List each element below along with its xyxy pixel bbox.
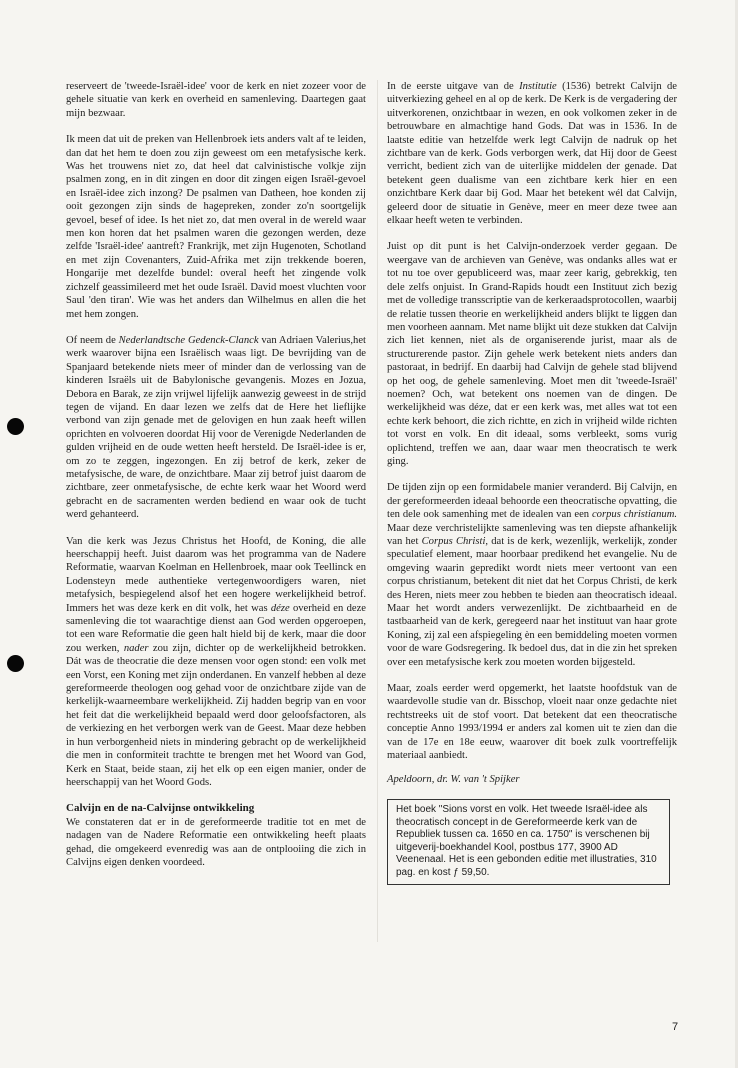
binder-punch-hole bbox=[7, 655, 24, 672]
book-info-box: Het boek "Sions vorst en volk. Het tweede Israël-idee als theocratisch concept in de Gereformeerde kerk van de Republiek tussen ca. 1650 en ca. 1750" is verschenen bij uitgeverij-boekhandel Kool, postbus 177, 3900 AD Veenenaal. Het is een gebonden editie met illustraties, 310 pag. en kost ƒ 59,50. bbox=[387, 799, 670, 886]
paragraph: Maar, zoals eerder werd opgemerkt, het laatste hoofdstuk van de waardevolle studie van dr. Bisschop, vloeit naar onze gedachte niet rechtstreeks uit de stof voort. Dat betekent dat een theocratische conceptie Anno 1993/1994 er anders zal komen uit te zien dan die van de 17e en 18e eeuw, waarover dit boek zulk voortreffelijk materiaal aanbiedt. bbox=[387, 683, 677, 762]
latin-term: corpus christianum. bbox=[591, 509, 677, 521]
text-span: In de eerste uitgave van de bbox=[387, 81, 520, 92]
paragraph bbox=[66, 334, 366, 522]
emphasis: nader bbox=[123, 642, 149, 654]
paragraph: We constateren dat er in de gereformeerde traditie tot en met de nadagen van de Nadere Reformatie een ontwikkeling heeft plaats gehad, die omgekeerd evenredig was aan de ontplooiing die zich in Calvijns eigen denken voordeed. bbox=[66, 816, 366, 868]
book-title: Nederlandtsche Gedenck-Clanck bbox=[118, 334, 259, 346]
author-signature: Apeldoorn, dr. W. van 't Spijker bbox=[387, 773, 520, 785]
paragraph bbox=[387, 481, 677, 669]
latin-term: Corpus Christi bbox=[421, 536, 486, 547]
paragraph bbox=[387, 80, 677, 227]
emphasis: déze bbox=[270, 602, 290, 614]
text-span: (1536) betrekt Calvijn de uitverkiezing geheel en al op de kerk. De Kerk is de vergadering der uitverkorenen, onzichtbaar in wezen, en ook volkomen zeker in de betrouwbare en almachtige hand Gods. Dat was in 1536. In de laatste editie van hetzelfde werk legt Calvijn de nadruk op het zichtbare van de kerk. Gods verborgen werk, dat Hij door de Geest verricht, bedient zich van de uiterlijke middelen der genade. Dat betekent geen dualisme van een zichtbare kerk hier en een onzichtbare Kerk daar bij God. Maar het betekent wél dat Calvijn, geleerd door de situatie in Genève, meer en meer deze twee aan elkaar heeft weten te verbinden. bbox=[387, 81, 677, 227]
text-span: Of neem de bbox=[66, 334, 119, 346]
right-column bbox=[387, 80, 677, 885]
column-divider bbox=[377, 80, 378, 942]
book-title: Institutie bbox=[519, 81, 557, 92]
paragraph: reserveert de 'tweede-Israël-idee' voor de kerk en niet zozeer voor de gehele situatie van kerk en overheid en samenleving. Daartegen gaat mijn bezwaar. bbox=[66, 81, 366, 119]
paragraph: Ik meen dat uit de preken van Hellenbroek iets anders valt af te leiden, dan dat het hem te doen zou zijn geweest om een metafysische kerk. Was het trouwens niet zo, dat heel dat calvinistische volkje zijn psalmen zong, en in dit zingen en door dit zingen eigen Israël-gevoel en Israël-idee zich inzong? De psalmen van Datheen, hoe konden zij ooit gezongen zijn sinds de hagepreken, zonder zo'n soortgelijk gevoel, besef of idee. Is het niet zo, dat men overal in de wereld waar men kon horen dat het psalmen waren die gezongen werden, deze zelfde 'Israël-idee' aantreft? Frankrijk, met zijn Hugenoten, Schotland en met zijn Covenanters, Zuid-Afrika met zijn trekkende boeren, Hongarije met dezelfde bundel: overal heeft het zingende volk zichzelf geassimileerd met het oude Israël. David moest vluchten voor Saul 'den tiran'. Wie was het anders dan Wilhelmus en allen die het met hem zongen. bbox=[66, 134, 366, 320]
text-span: van Adriaen Valerius,het werk waarover bijna een Israëlisch waas ligt. De bevrijding van de Spanjaard betekende niets meer of minder dan de verlossing van de kinderen Israëls uit de Babylonische gevangenis. Mozes en Jozua, Debora en Barak, ze zijn vrijwel lijfelijk aanwezig geweest in de strijd tegen de vijand. En daar lezen we zelfs dat de Here het lieflijke verbond van zijn genade met de gelovigen en hun zaak heeft willen oprichten en volvoeren doordat Hij voor de Verenigde Nederlanden de gulden vrijheid en de oude wetten heeft hersteld. De Israël-idee is er, om zo te zeggen, ingezongen. En zij betrof de kerk, zeker de metafysische, de ware, de onzichtbare. Maar zij betrof juist daarom de zichtbare, zeer onmetafysische, de echte kerk waar het Woord werd gebracht en de sacramenten werden bediend en waar ook de tucht werd gehanteerd. bbox=[66, 334, 366, 521]
binder-punch-hole bbox=[7, 418, 24, 435]
text-span: Maar deze verchristelijkte samenleving was ten diepste afhankelijk van het bbox=[387, 522, 677, 547]
text-span: Van die kerk was Jezus Christus het Hoofd, de Koning, die alle heerschappij heeft. Juist daarom was het programma van de Nadere Reformatie, waarvan Koelman en Hellenbroek, maar ook Teellinck en Lodensteyn mede authentieke vertegenwoordigers waren, niet metafysich, bespiegelend alsof het een hogere werkelijkheid betrof. Immers het was deze kerk en dit volk, het was bbox=[66, 535, 366, 614]
text-span: , dat is de kerk, wezenlijk, werkelijk, zonder speculatief element, maar hoorbaar predikend het evangelie. Nu de omgeving waarin gepredikt wordt niets meer vertoont van een corpus christianum, betekent dit niet dat het Corpus Christi, de kerk des Heren, niets meer zou hebben te bieden aan theocratisch ideaal. Maar het wordt anders verwezenlijkt. De zichtbaarheid en de tastbaarheid van de kerk, geregeerd naar het instituut van haar grote Koning, zij zal een afspiegeling èn een bemiddeling moeten vormen voor de ware Godsregering. Ik bedoel dus, dat in die zin het spreken over een metafysische kerk zou moeten worden bijgesteld. bbox=[387, 536, 677, 668]
text-span: De tijden zijn op een formidabele manier veranderd. Bij Calvijn, en der gereformeerden ideaal behoorde een theocratische opvatting, die ten dele ook samenhing met de idealen van een bbox=[387, 482, 678, 521]
text-span: zou zijn, dichter op de werkelijkheid betrokken. Dát was de theocratie die deze mensen voor ogen stond: een volk met een Vorst, een Koning met zijn onderdanen. En vanzelf hebben al deze gereformeerde theologen oog gehad voor de onzichtbare zijde van de kerkelijk-waarneembare werkelijkheid. Zij hadden begrip van en voor het feit dat die werkelijkheid bepaald werd door geloofsfactoren, als de verkiezing en het verborgen werk van de Geest. Maar deze hebben in hun verborgenheid niets in mindering gebracht op de werkelijkheid die men in conformiteit trachtte te brengen met het Woord van God, Kerk en Staat, beide staan, zij het elk op een eigen manier, onder de heerschappij van het Woord Gods. bbox=[66, 642, 366, 788]
page-number: 7 bbox=[672, 1021, 679, 1033]
left-column bbox=[66, 80, 366, 882]
text-span: overheid en deze samenleving die tot waarachtige dienst aan God werden opgeroepen, tot een ware Reformatie die geen halt hield bij de kerk, maar die door zou werken, bbox=[66, 602, 366, 654]
section-heading: Calvijn en de na-Calvijnse ontwikkeling bbox=[66, 802, 255, 815]
paragraph: Juist op dit punt is het Calvijn-onderzoek verder gegaan. De weergave van de archieven van Genève, was ondanks alles wat er tot nu toe over gepubliceerd was, maar zeer karig, gebrekkig, ten dele zelfs onjuist. In Grand-Rapids houdt een Instituut zich bezig met de volledige transscriptie van de kerkeraadsprotocollen, waarbij de relatie tussen theorie en werkelijkheid anders blijkt te liggen dan men voorheen aannam. Met name blijkt uit deze stukken dat Calvijn zich liet kennen, niet als de organiserende jurist, maar als de structurerende pastor. Zijn gehele werk betekent niets anders dan pastoraat, in bedrijf. En daarbij had Calvijn de gehele stad blijvend op het oog, de gehele samenleving. Moet men dit 'tweede-Israël' noemen? Och, wat betekent ons noemen van de dingen. De werkelijkheid was déze, dat er een kerk was, met alles wat tot een echte kerk behoort, die zich richtte, en zich in vrijheid wilde richten tot vorst en volk. En dit ideaal, soms verbleekt, soms vurig oplichtend, treffen we aan, daar waar men theocratisch te werk ging. bbox=[387, 241, 677, 467]
paragraph bbox=[66, 535, 366, 790]
